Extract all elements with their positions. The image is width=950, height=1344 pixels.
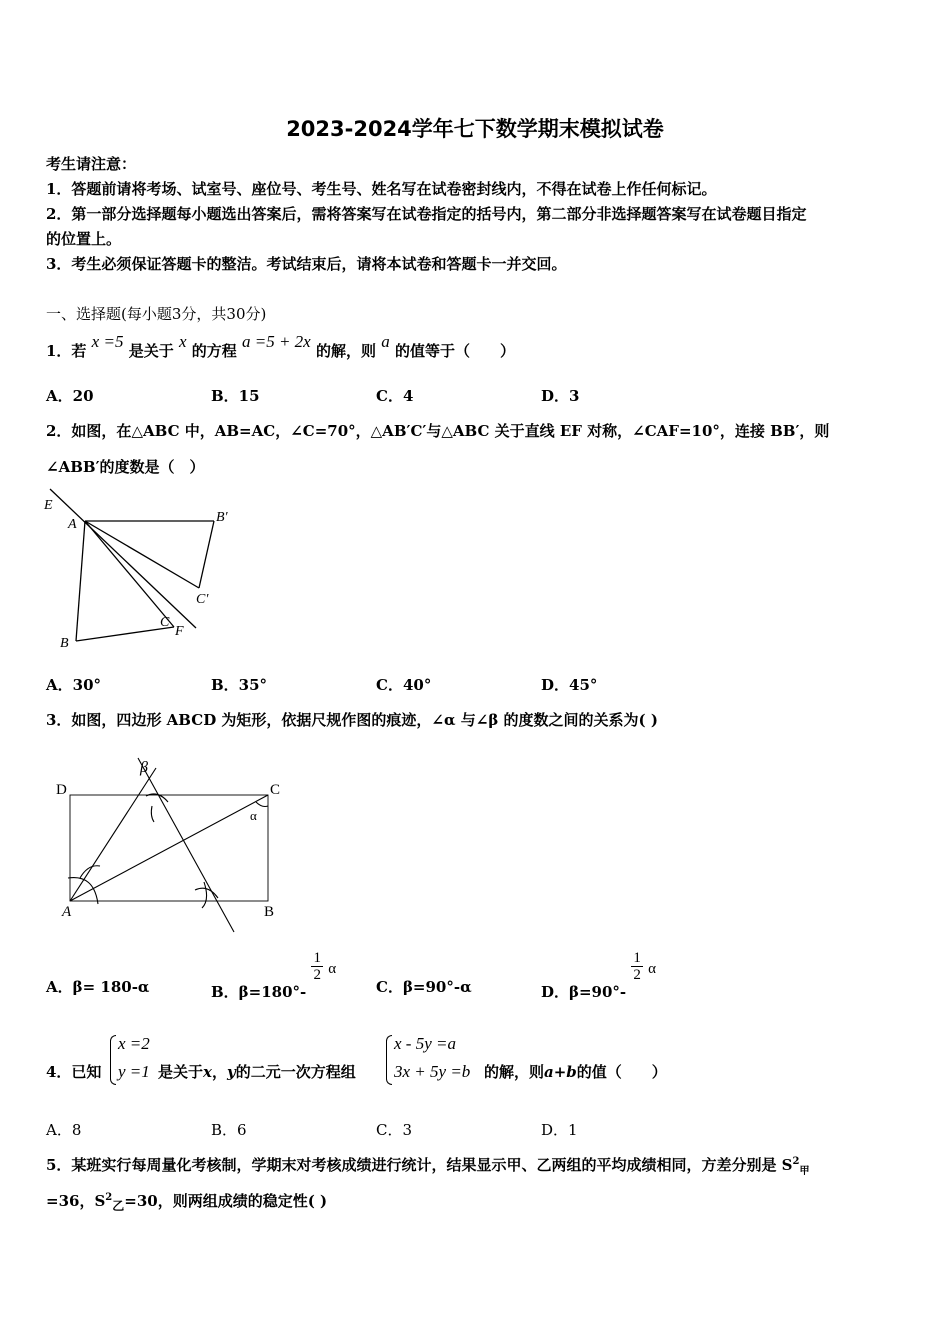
q5-stem-line1 [46, 1154, 809, 1177]
q1-math-3: a =5 + 2x [241, 332, 311, 351]
section-heading: 一、选择题(每小题3分，共30分) [46, 305, 267, 323]
q2-label-e: E [44, 498, 53, 513]
q3-label-d: D [56, 782, 67, 798]
q1-math-2: x [178, 332, 187, 351]
q1-text-5: 的值等于（ ） [394, 342, 515, 360]
q4-text-2: 是关于 [158, 1063, 204, 1081]
q2-label-a: A [68, 517, 77, 532]
q2-label-c: C [160, 615, 170, 630]
q5-text-1: 5．某班实行每周量化考核制，学期末对考核成绩进行统计，结果显示甲、乙两组的平均成绩相同，方差分别是 S [46, 1156, 793, 1174]
q3-label-c: C [270, 782, 281, 798]
q4-comma: ， [211, 1063, 227, 1081]
q3-diagonal-ac [70, 795, 268, 901]
q4-brace-2 [386, 1035, 392, 1085]
q1-option-d[interactable]: D．3 [541, 387, 580, 405]
q3-option-d-alpha: α [648, 960, 656, 977]
q4-text-3: 的二元一次方程组 [235, 1063, 356, 1081]
q3-option-d-text: D．β=90°- [541, 982, 627, 1001]
q4-sys2-eq2: 3x + 5y =b [394, 1062, 471, 1081]
q2-option-d[interactable]: D．45° [541, 676, 598, 694]
q1-text-3: 的方程 [191, 342, 237, 360]
q3-stem: 3．如图，四边形 ABCD 为矩形，依据尺规作图的痕迹，∠α 与∠β 的度数之间的关系为( ) [46, 711, 658, 729]
q2-segment-ab [76, 521, 85, 641]
q3-option-b-text: B．β=180°- [211, 982, 307, 1001]
notice-item-1: 1．答题前请将考场、试室号、座位号、考生号、姓名写在试卷密封线内，不得在试卷上作任何标记。 [46, 180, 717, 198]
q4-sys1-eq1: x =2 [118, 1034, 150, 1053]
q3-option-d-fraction [631, 950, 643, 983]
q3-option-b-fraction [311, 950, 323, 983]
q3-arc-top2 [151, 806, 154, 822]
q5-sup-2: 2 [105, 1192, 113, 1203]
q2-line-ef [50, 489, 196, 628]
q2-label-f: F [175, 624, 184, 639]
q4-text-1: 4．已知 [46, 1063, 102, 1081]
q2-segment-b1c1 [199, 521, 214, 588]
q3-option-d[interactable] [541, 950, 656, 1001]
notice-item-2: 2．第一部分选择题每小题选出答案后，需将答案写在试卷指定的括号内，第二部分非选择题答案写在试卷题目指定 [46, 205, 807, 223]
page-title: 2023-2024学年七下数学期末模拟试卷 [286, 117, 664, 141]
q1-stem [46, 332, 515, 361]
q1-text-2: 是关于 [128, 342, 174, 360]
q4-option-a[interactable]: A．8 [46, 1121, 82, 1139]
q3-option-d-num: 1 [633, 950, 641, 966]
q5-stem-line2 [46, 1190, 327, 1214]
notice-item-3: 3．考生必须保证答题卡的整洁。考试结束后，请将本试卷和答题卡一并交回。 [46, 255, 567, 273]
q3-arc-a2 [80, 866, 100, 878]
q4-option-d[interactable]: D．1 [541, 1121, 578, 1139]
q2-label-b: B [60, 636, 69, 651]
q4-text-4: 的解，则 [484, 1063, 545, 1081]
q5-sup-1: 2 [792, 1156, 800, 1167]
q3-arc-c [256, 802, 268, 807]
q3-option-b-den: 2 [313, 967, 321, 983]
q2-label-c-prime: C′ [196, 592, 209, 607]
q3-option-b[interactable] [211, 950, 337, 1001]
q1-option-b[interactable]: B．15 [211, 387, 260, 405]
q3-ray-a [70, 768, 156, 901]
q1-text-1: 1．若 [46, 342, 87, 360]
q3-option-b-alpha: α [328, 960, 337, 977]
q4-var-y: y [226, 1063, 236, 1081]
q1-option-c[interactable]: C．4 [376, 387, 414, 405]
q2-stem-line1: 2．如图，在△ABC 中，AB=AC，∠C=70°，△AB′C′与△ABC 关于直线 EF 对称，∠CAF=10°，连接 BB′，则 [46, 422, 830, 440]
q2-option-b[interactable]: B．35° [211, 676, 268, 694]
q4-var-x: x [203, 1063, 212, 1081]
q2-option-c[interactable]: C．40° [376, 676, 432, 694]
q1-math-4: a [381, 332, 390, 351]
q3-option-c[interactable]: C．β=90°-α [376, 978, 472, 996]
q1-text-4: 的解，则 [315, 342, 376, 360]
q4-stem-end [484, 1061, 667, 1082]
q4-brace-1 [110, 1035, 116, 1085]
q5-text-2: =36，S [46, 1192, 106, 1210]
q2-stem-line2: ∠ABB′的度数是（ ） [46, 458, 205, 476]
q3-option-a[interactable]: A．β= 180-α [46, 978, 150, 996]
q4-option-b[interactable]: B．6 [211, 1121, 247, 1139]
q4-ab: a+b [544, 1063, 577, 1081]
q3-option-d-den: 2 [633, 967, 641, 983]
q2-segment-ac1 [85, 521, 199, 588]
q1-option-a[interactable]: A．20 [46, 387, 94, 405]
q1-math-1: x =5 [91, 332, 124, 351]
q3-option-b-num: 1 [313, 950, 321, 966]
q3-bisector [138, 758, 234, 932]
q4-sys2-eq1: x - 5y =a [394, 1034, 456, 1053]
q4-text-5: 的值（ ） [576, 1063, 667, 1081]
q5-sub-1: 甲 [799, 1166, 810, 1177]
q3-label-beta: β [140, 759, 148, 776]
notice-item-2-cont: 的位置上。 [46, 230, 122, 248]
q2-figure [40, 485, 228, 660]
q3-label-b: B [264, 904, 275, 920]
q3-figure [50, 750, 290, 935]
notice-heading: 考生请注意： [46, 155, 137, 173]
q4-option-c[interactable]: C．3 [376, 1121, 413, 1139]
q2-label-b-prime: B′ [216, 510, 228, 525]
q4-sys1-eq2: y =1 [118, 1062, 150, 1081]
q5-text-3: =30，则两组成绩的稳定性( ) [124, 1192, 328, 1210]
q2-option-a[interactable]: A．30° [46, 676, 102, 694]
q3-label-alpha: α [250, 808, 257, 823]
q3-label-a: A [62, 904, 72, 920]
q3-arc-bottom2 [202, 882, 207, 908]
q4-stem-mid [158, 1061, 356, 1082]
q5-sub-2: 乙 [112, 1199, 125, 1213]
q2-segment-ac [85, 521, 174, 627]
